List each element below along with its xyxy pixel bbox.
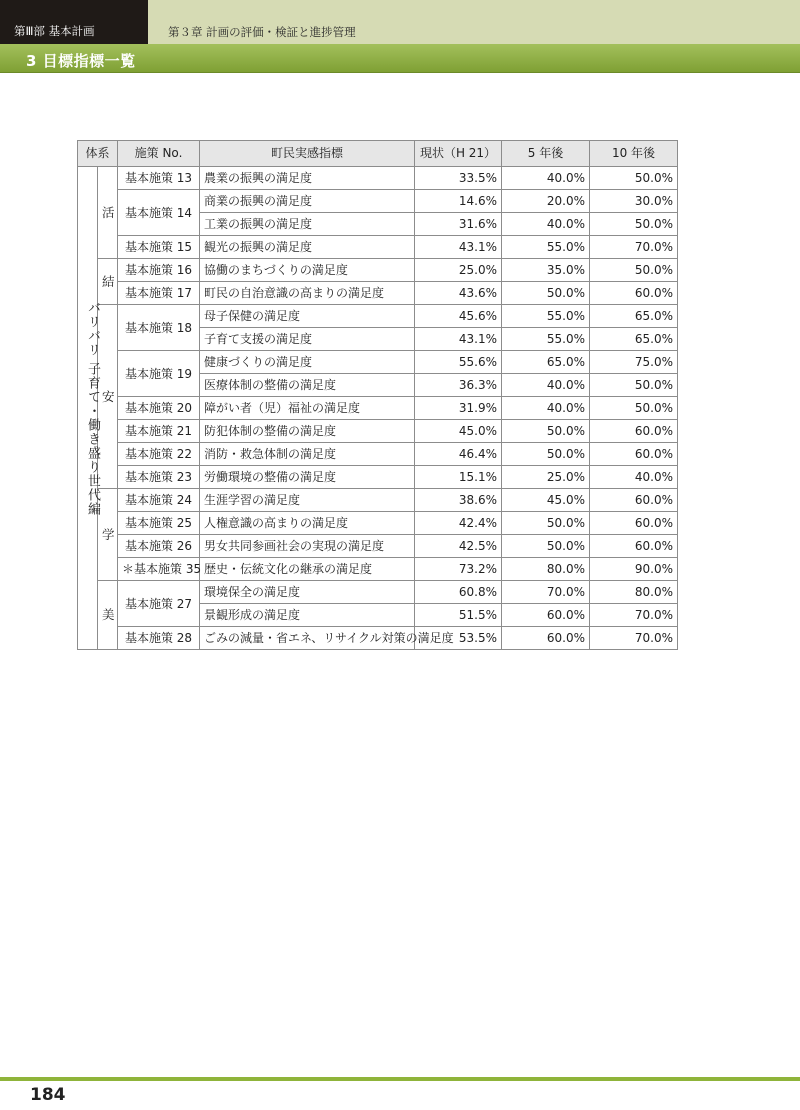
section-bar bbox=[0, 44, 800, 73]
indicator-cell: ごみの減量・省エネ、リサイクル対策の満足度 bbox=[200, 627, 415, 650]
table-row bbox=[78, 190, 678, 213]
header-current: 現状（H 21） bbox=[415, 141, 502, 167]
y5-cell: 55.0% bbox=[502, 305, 590, 328]
group-yui: 結 bbox=[98, 259, 118, 305]
page-header bbox=[0, 0, 800, 44]
indicator-cell: 男女共同参画社会の実現の満足度 bbox=[200, 535, 415, 558]
measure-cell: 基本施策 27 bbox=[118, 581, 200, 627]
current-cell: 31.6% bbox=[415, 213, 502, 236]
indicator-cell: 歴史・伝統文化の継承の満足度 bbox=[200, 558, 415, 581]
y10-cell: 60.0% bbox=[590, 535, 678, 558]
y10-cell: 50.0% bbox=[590, 167, 678, 190]
table-row bbox=[78, 627, 678, 650]
table-header-row bbox=[78, 141, 678, 167]
current-cell: 15.1% bbox=[415, 466, 502, 489]
group-bi: 美 bbox=[98, 581, 118, 650]
indicator-cell: 健康づくりの満足度 bbox=[200, 351, 415, 374]
y5-cell: 50.0% bbox=[502, 420, 590, 443]
part-label-box bbox=[0, 0, 148, 44]
measure-cell: 基本施策 25 bbox=[118, 512, 200, 535]
header-10-years: 10 年後 bbox=[590, 141, 678, 167]
table-row bbox=[78, 236, 678, 259]
table-row bbox=[78, 558, 678, 581]
y10-cell: 90.0% bbox=[590, 558, 678, 581]
current-cell: 43.6% bbox=[415, 282, 502, 305]
y5-cell: 80.0% bbox=[502, 558, 590, 581]
measure-cell: 基本施策 22 bbox=[118, 443, 200, 466]
y10-cell: 65.0% bbox=[590, 328, 678, 351]
group-an: 安 bbox=[98, 305, 118, 489]
table-row bbox=[78, 167, 678, 190]
y5-cell: 65.0% bbox=[502, 351, 590, 374]
indicator-cell: 協働のまちづくりの満足度 bbox=[200, 259, 415, 282]
target-indicator-table bbox=[77, 140, 678, 650]
y5-cell: 50.0% bbox=[502, 282, 590, 305]
indicator-cell: 防犯体制の整備の満足度 bbox=[200, 420, 415, 443]
measure-cell: 基本施策 17 bbox=[118, 282, 200, 305]
y10-cell: 30.0% bbox=[590, 190, 678, 213]
current-cell: 25.0% bbox=[415, 259, 502, 282]
measure-cell: 基本施策 28 bbox=[118, 627, 200, 650]
y5-cell: 60.0% bbox=[502, 604, 590, 627]
table-row bbox=[78, 512, 678, 535]
table-row bbox=[78, 259, 678, 282]
y5-cell: 50.0% bbox=[502, 535, 590, 558]
category-label: バリバリ 子育て・働き盛り世代編 bbox=[85, 301, 100, 517]
measure-cell: 基本施策 24 bbox=[118, 489, 200, 512]
y10-cell: 65.0% bbox=[590, 305, 678, 328]
measure-cell: 基本施策 26 bbox=[118, 535, 200, 558]
chapter-label: 第３章 計画の評価・検証と進捗管理 bbox=[168, 25, 356, 39]
current-cell: 43.1% bbox=[415, 328, 502, 351]
y10-cell: 60.0% bbox=[590, 489, 678, 512]
measure-cell: 基本施策 23 bbox=[118, 466, 200, 489]
part-label: 第Ⅲ部 基本計画 bbox=[14, 24, 95, 38]
y5-cell: 40.0% bbox=[502, 374, 590, 397]
y10-cell: 60.0% bbox=[590, 282, 678, 305]
current-cell: 43.1% bbox=[415, 236, 502, 259]
y5-cell: 60.0% bbox=[502, 627, 590, 650]
table-row bbox=[78, 420, 678, 443]
current-cell: 45.0% bbox=[415, 420, 502, 443]
measure-cell: 基本施策 16 bbox=[118, 259, 200, 282]
y10-cell: 75.0% bbox=[590, 351, 678, 374]
current-cell: 55.6% bbox=[415, 351, 502, 374]
current-cell: 53.5% bbox=[415, 627, 502, 650]
measure-cell: ＊基本施策 35 bbox=[118, 558, 200, 581]
measure-cell: 基本施策 19 bbox=[118, 351, 200, 397]
y10-cell: 70.0% bbox=[590, 236, 678, 259]
current-cell: 38.6% bbox=[415, 489, 502, 512]
y10-cell: 80.0% bbox=[590, 581, 678, 604]
table-row bbox=[78, 397, 678, 420]
section-title: 3 目標指標一覧 bbox=[26, 52, 136, 70]
current-cell: 73.2% bbox=[415, 558, 502, 581]
y5-cell: 70.0% bbox=[502, 581, 590, 604]
y5-cell: 50.0% bbox=[502, 443, 590, 466]
indicator-cell: 人権意識の高まりの満足度 bbox=[200, 512, 415, 535]
measure-cell: 基本施策 13 bbox=[118, 167, 200, 190]
current-cell: 60.8% bbox=[415, 581, 502, 604]
header-measure-no: 施策 No. bbox=[118, 141, 200, 167]
page-number: 184 bbox=[30, 1085, 66, 1105]
y5-cell: 50.0% bbox=[502, 512, 590, 535]
table-row bbox=[78, 351, 678, 374]
indicator-cell: 生涯学習の満足度 bbox=[200, 489, 415, 512]
table-row bbox=[78, 489, 678, 512]
y5-cell: 25.0% bbox=[502, 466, 590, 489]
y5-cell: 20.0% bbox=[502, 190, 590, 213]
y5-cell: 40.0% bbox=[502, 397, 590, 420]
header-5-years: 5 年後 bbox=[502, 141, 590, 167]
header-indicator: 町民実感指標 bbox=[200, 141, 415, 167]
indicator-cell: 町民の自治意識の高まりの満足度 bbox=[200, 282, 415, 305]
y5-cell: 40.0% bbox=[502, 167, 590, 190]
table-row bbox=[78, 305, 678, 328]
table-row bbox=[78, 466, 678, 489]
table-row bbox=[78, 282, 678, 305]
footer-rule bbox=[0, 1077, 800, 1081]
measure-cell: 基本施策 18 bbox=[118, 305, 200, 351]
measure-cell: 基本施策 14 bbox=[118, 190, 200, 236]
group-gaku: 学 bbox=[98, 489, 118, 581]
indicator-cell: 障がい者（児）福祉の満足度 bbox=[200, 397, 415, 420]
y5-cell: 40.0% bbox=[502, 213, 590, 236]
indicator-cell: 母子保健の満足度 bbox=[200, 305, 415, 328]
indicator-cell: 農業の振興の満足度 bbox=[200, 167, 415, 190]
current-cell: 51.5% bbox=[415, 604, 502, 627]
current-cell: 45.6% bbox=[415, 305, 502, 328]
table-row bbox=[78, 443, 678, 466]
y5-cell: 45.0% bbox=[502, 489, 590, 512]
y10-cell: 50.0% bbox=[590, 213, 678, 236]
table-row bbox=[78, 535, 678, 558]
y10-cell: 60.0% bbox=[590, 512, 678, 535]
y10-cell: 70.0% bbox=[590, 627, 678, 650]
header-system: 体系 bbox=[78, 141, 118, 167]
current-cell: 33.5% bbox=[415, 167, 502, 190]
indicator-cell: 景観形成の満足度 bbox=[200, 604, 415, 627]
y10-cell: 50.0% bbox=[590, 374, 678, 397]
y10-cell: 40.0% bbox=[590, 466, 678, 489]
measure-cell: 基本施策 15 bbox=[118, 236, 200, 259]
category-cell bbox=[78, 167, 98, 650]
indicator-cell: 子育て支援の満足度 bbox=[200, 328, 415, 351]
y5-cell: 55.0% bbox=[502, 236, 590, 259]
indicator-cell: 商業の振興の満足度 bbox=[200, 190, 415, 213]
indicator-cell: 工業の振興の満足度 bbox=[200, 213, 415, 236]
table-row bbox=[78, 581, 678, 604]
current-cell: 31.9% bbox=[415, 397, 502, 420]
current-cell: 14.6% bbox=[415, 190, 502, 213]
indicator-cell: 労働環境の整備の満足度 bbox=[200, 466, 415, 489]
y10-cell: 50.0% bbox=[590, 259, 678, 282]
current-cell: 36.3% bbox=[415, 374, 502, 397]
indicator-cell: 環境保全の満足度 bbox=[200, 581, 415, 604]
measure-cell: 基本施策 20 bbox=[118, 397, 200, 420]
group-katsu: 活 bbox=[98, 167, 118, 259]
y5-cell: 55.0% bbox=[502, 328, 590, 351]
y10-cell: 50.0% bbox=[590, 397, 678, 420]
y10-cell: 70.0% bbox=[590, 604, 678, 627]
chapter-bar bbox=[148, 0, 800, 44]
indicator-cell: 医療体制の整備の満足度 bbox=[200, 374, 415, 397]
indicator-cell: 消防・救急体制の満足度 bbox=[200, 443, 415, 466]
current-cell: 42.4% bbox=[415, 512, 502, 535]
y5-cell: 35.0% bbox=[502, 259, 590, 282]
y10-cell: 60.0% bbox=[590, 443, 678, 466]
measure-cell: 基本施策 21 bbox=[118, 420, 200, 443]
indicator-cell: 観光の振興の満足度 bbox=[200, 236, 415, 259]
y10-cell: 60.0% bbox=[590, 420, 678, 443]
current-cell: 42.5% bbox=[415, 535, 502, 558]
current-cell: 46.4% bbox=[415, 443, 502, 466]
